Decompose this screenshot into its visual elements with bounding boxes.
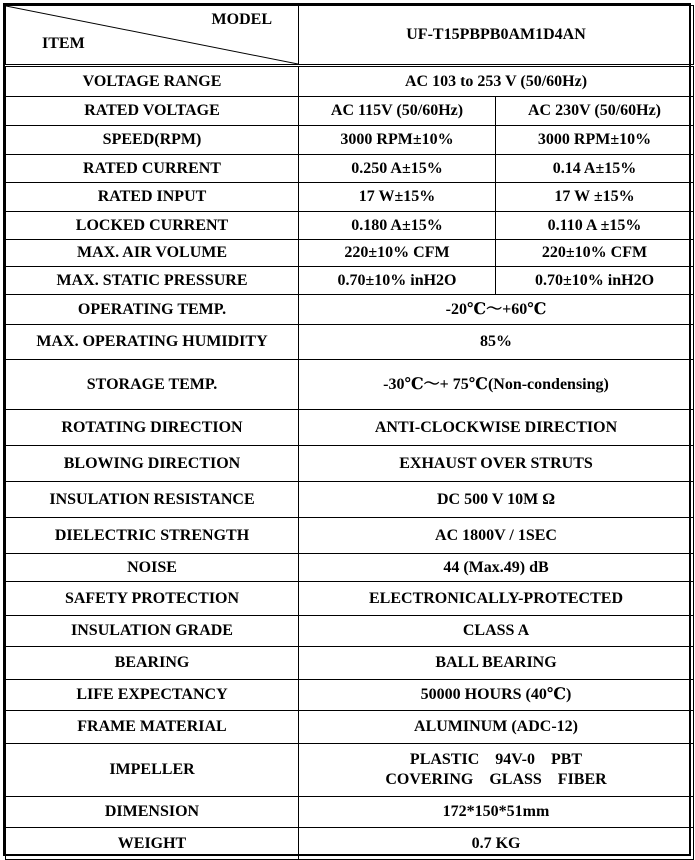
row-value-115v: 0.180 A±15%	[299, 212, 496, 240]
row-label: ROTATING DIRECTION	[6, 410, 299, 446]
row-dielectric-strength	[6, 518, 694, 554]
row-value: 172*150*51mm	[299, 797, 694, 828]
row-value: 44 (Max.49) dB	[299, 554, 694, 582]
row-label: IMPELLER	[6, 744, 299, 797]
row-value: 85%	[299, 325, 694, 360]
row-label: DIMENSION	[6, 797, 299, 828]
row-value-230v: AC 230V (50/60Hz)	[496, 97, 694, 126]
row-value: ELECTRONICALLY-PROTECTED	[299, 582, 694, 616]
row-locked-current	[6, 212, 694, 240]
row-max-operating-humidity	[6, 325, 694, 360]
row-label: NOISE	[6, 554, 299, 582]
row-value-230v: 0.110 A ±15%	[496, 212, 694, 240]
row-value: BALL BEARING	[299, 647, 694, 680]
row-value: CLASS A	[299, 616, 694, 647]
model-label: MODEL	[211, 11, 272, 28]
spec-table	[5, 5, 694, 860]
row-operating-temp	[6, 295, 694, 325]
row-label: MAX. STATIC PRESSURE	[6, 267, 299, 295]
header-row	[6, 6, 694, 66]
row-label: RATED CURRENT	[6, 155, 299, 183]
row-value: 0.7 KG	[299, 828, 694, 860]
row-value: -30℃～+ 75℃(Non-condensing)	[299, 360, 694, 410]
row-safety-protection	[6, 582, 694, 616]
row-frame-material	[6, 711, 694, 744]
row-rotating-direction	[6, 410, 694, 446]
row-value-230v: 220±10% CFM	[496, 240, 694, 267]
row-dimension	[6, 797, 694, 828]
row-value-115v: 0.70±10% inH2O	[299, 267, 496, 295]
row-max-air-volume	[6, 240, 694, 267]
row-label: INSULATION GRADE	[6, 616, 299, 647]
row-speed	[6, 126, 694, 155]
row-label: SPEED(RPM)	[6, 126, 299, 155]
row-label: FRAME MATERIAL	[6, 711, 299, 744]
spec-sheet	[3, 3, 691, 856]
impeller-line-1: PLASTIC 94V-0 PBT	[409, 751, 583, 768]
row-impeller	[6, 744, 694, 797]
row-label: LIFE EXPECTANCY	[6, 680, 299, 711]
row-value: -20℃～+60℃	[299, 295, 694, 325]
row-label: LOCKED CURRENT	[6, 212, 299, 240]
row-value	[299, 744, 694, 797]
row-value: ALUMINUM (ADC-12)	[299, 711, 694, 744]
row-voltage-range	[6, 66, 694, 97]
row-value-230v: 3000 RPM±10%	[496, 126, 694, 155]
row-label: BEARING	[6, 647, 299, 680]
row-insulation-resistance	[6, 482, 694, 518]
row-value-230v: 17 W ±15%	[496, 183, 694, 212]
row-label: SAFETY PROTECTION	[6, 582, 299, 616]
row-value-115v: 220±10% CFM	[299, 240, 496, 267]
row-label: STORAGE TEMP.	[6, 360, 299, 410]
row-label: INSULATION RESISTANCE	[6, 482, 299, 518]
header-diagonal-cell	[6, 6, 299, 66]
row-label: MAX. AIR VOLUME	[6, 240, 299, 267]
row-rated-current	[6, 155, 694, 183]
row-noise	[6, 554, 694, 582]
row-value: DC 500 V 10M Ω	[299, 482, 694, 518]
row-label: RATED VOLTAGE	[6, 97, 299, 126]
row-value: 50000 HOURS (40℃)	[299, 680, 694, 711]
item-label: ITEM	[42, 35, 85, 52]
row-rated-voltage	[6, 97, 694, 126]
row-label: DIELECTRIC STRENGTH	[6, 518, 299, 554]
row-label: MAX. OPERATING HUMIDITY	[6, 325, 299, 360]
row-value: AC 1800V / 1SEC	[299, 518, 694, 554]
impeller-line-2: COVERING GLASS FIBER	[385, 771, 607, 788]
row-label: OPERATING TEMP.	[6, 295, 299, 325]
row-weight	[6, 828, 694, 860]
row-label: WEIGHT	[6, 828, 299, 860]
row-value-230v: 0.14 A±15%	[496, 155, 694, 183]
row-storage-temp	[6, 360, 694, 410]
row-label: VOLTAGE RANGE	[6, 66, 299, 97]
row-label: BLOWING DIRECTION	[6, 446, 299, 482]
row-value-230v: 0.70±10% inH2O	[496, 267, 694, 295]
row-label: RATED INPUT	[6, 183, 299, 212]
row-value: EXHAUST OVER STRUTS	[299, 446, 694, 482]
row-value: ANTI-CLOCKWISE DIRECTION	[299, 410, 694, 446]
row-rated-input	[6, 183, 694, 212]
row-blowing-direction	[6, 446, 694, 482]
row-bearing	[6, 647, 694, 680]
row-max-static-pressure	[6, 267, 694, 295]
row-value-115v: AC 115V (50/60Hz)	[299, 97, 496, 126]
model-number: UF-T15PBPB0AM1D4AN	[299, 6, 694, 66]
row-value-115v: 0.250 A±15%	[299, 155, 496, 183]
row-value: AC 103 to 253 V (50/60Hz)	[299, 66, 694, 97]
row-value-115v: 17 W±15%	[299, 183, 496, 212]
row-insulation-grade	[6, 616, 694, 647]
row-value-115v: 3000 RPM±10%	[299, 126, 496, 155]
row-life-expectancy	[6, 680, 694, 711]
